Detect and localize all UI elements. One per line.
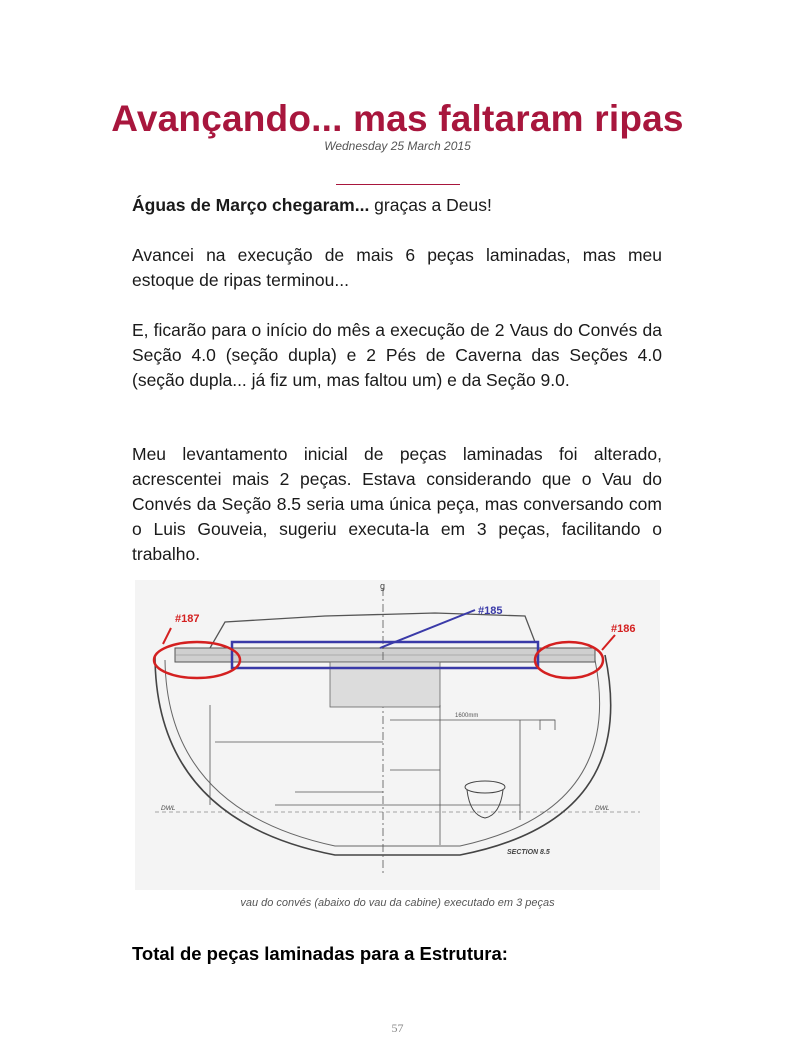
figure-caption: vau do convés (abaixo do vau da cabine) executado em 3 peças — [240, 897, 555, 909]
section-drawing-figure — [135, 580, 660, 890]
paragraph-1-bold: Águas de Março chegaram... — [132, 195, 370, 215]
paragraph-1-rest: graças a Deus! — [369, 195, 492, 215]
paragraph-3: E, ficarão para o início do mês a execução de 2 Vaus do Convés da Seção 4.0 (seção dupla) e 2 Pés de Caverna das Seções 4.0 (seção dupla... já fiz um, mas faltou um) e da Seção 9.0. — [132, 320, 662, 390]
label-186: #186 — [611, 623, 636, 635]
step-right — [540, 720, 555, 730]
dwl-right-label: DWL — [595, 805, 610, 812]
toilet-base — [467, 790, 503, 818]
dimension-1600-label: 1600mm — [455, 713, 479, 719]
section-label: SECTION 8.5 — [507, 849, 550, 856]
label-187: #187 — [175, 613, 200, 625]
toilet-bowl — [465, 781, 505, 793]
pointer-187 — [163, 628, 171, 644]
section-drawing — [135, 580, 660, 890]
section-heading: Total de peças laminadas para a Estrutura: — [132, 943, 508, 964]
post-date: Wednesday 25 March 2015 — [324, 139, 471, 153]
dwl-left-label: DWL — [161, 805, 176, 812]
page-number: 57 — [391, 1021, 404, 1035]
pointer-186 — [602, 635, 615, 650]
label-185: #185 — [478, 605, 503, 617]
paragraph-2: Avancei na execução de mais 6 peças laminadas, mas meu estoque de ripas terminou... — [132, 245, 662, 290]
paragraph-4: Meu levantamento inicial de peças laminadas foi alterado, acrescentei mais 2 peças. Estava considerando que o Vau do Convés da Seção 8.5 seria uma única peça, mas conversando com o Luis Gouveia, sugeriu executa-la em 3 peças, facilitando o trabalho. — [132, 444, 662, 564]
center-line-label: g — [380, 581, 386, 591]
paragraph-1 — [132, 193, 662, 218]
title-divider — [336, 184, 460, 185]
post-title: Avançando... mas faltaram ripas — [111, 98, 684, 139]
